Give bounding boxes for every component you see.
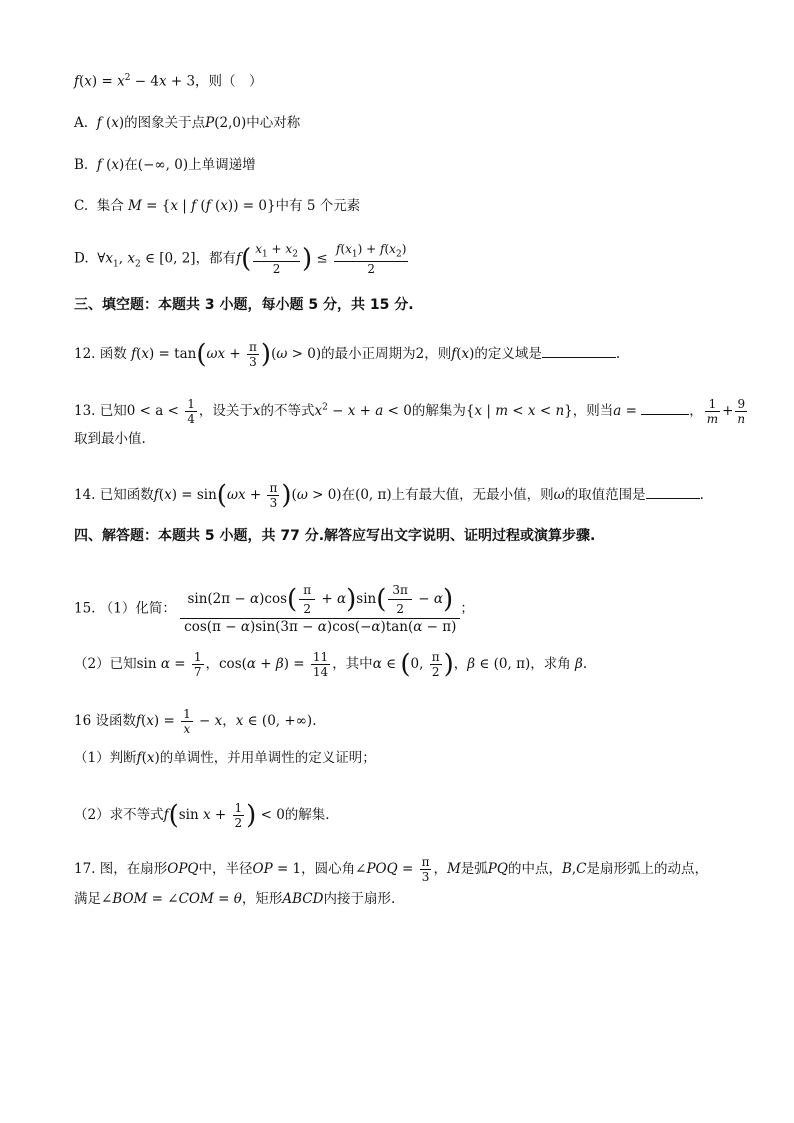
q13-answer-blank[interactable]: [641, 402, 689, 415]
q11-option-a: A. f (x)的图象关于点P(2,0)中心对称: [74, 115, 301, 131]
question-13: 13. 已知0 < a < $\frac{1}{4}$ ，设关于x的不等式$x^2 - x + a < 0$的解集为{x | m < x < n}，则当a = ， $\frac{1}{m}$ + $\frac{9}{n}$: [74, 397, 746, 426]
question-17-cont: 满足∠BOM = ∠COM = θ，矩形ABCD内接于扇形.: [74, 891, 396, 907]
question-15-part-2: （2）已知sin α = $\frac{1}{7}$ ，cos(α + β) = $\frac{11}{14}$ ，其中α ∈ (0, $\frac{\pi}{2}$ )，β ∈ (0, π)，求角 β.: [74, 649, 588, 680]
section-answer-heading: 四、解答题：本题共 5 小题，共 77 分.解答应写出文字说明、证明过程或演算步骤.: [74, 528, 596, 544]
q12-answer-blank[interactable]: [542, 345, 616, 358]
q11-option-d: D. $\forall x_1$, $x_2$ ∈ [0, 2]，都有f( $\frac{x_1 + x_2}{2}$ ) ≤ $\frac{f(x_1) + f(x_2)}{2}$: [74, 242, 407, 277]
question-14: 14. 已知函数f(x) = sin(ωx + $\frac{\pi}{3}$ )(ω > 0)在(0, π)上有最大值，无最小值，则ω的取值范围是 .: [74, 480, 704, 511]
q11-option-c: C. 集合 M = {x | f (f (x)) = 0}中有 5 个元素: [74, 198, 361, 214]
q11-option-b: B. f (x)在(−∞, 0)上单调递增: [74, 157, 256, 173]
question-15-part-1: 15. （1）化简： sin(2π − α)cos( $\frac{\pi}{2}$ + α)sin( $\frac{3\pi}{2}$ − α) cos(π − α)sin(3π − α)cos(−α)tan(α − π) ；: [74, 583, 474, 635]
question-12: 12. 函数 f(x) = tan(ωx + $\frac{\pi}{3}$ )(ω > 0)的最小正周期为2，则f(x)的定义域是 .: [74, 339, 621, 370]
question-16-part-1: （1）判断f(x)的单调性，并用单调性的定义证明；: [74, 750, 376, 766]
question-16: 16 设函数f(x) = $\frac{1}{x}$ − x，x ∈ (0, +∞).: [74, 707, 317, 736]
question-13-cont: 取到最小值.: [74, 431, 146, 447]
question-17: 17. 图，在扇形OPQ中，半径OP = 1，圆心角∠POQ = $\frac{\pi}{3}$ ，M是弧PQ的中点，B,C是扇形弧上的动点，: [74, 855, 709, 884]
q14-answer-blank[interactable]: [646, 486, 700, 499]
q11-stem: $f(x) = x^2 - 4x + 3$，则（ ）: [74, 73, 263, 90]
q11-stem-tail: ，则（ ）: [195, 73, 263, 90]
section-fill-heading: 三、填空题：本题共 3 小题，每小题 5 分，共 15 分.: [74, 297, 414, 313]
question-16-part-2: （2）求不等式f(sin x + $\frac{1}{2}$ ) < 0的解集.: [74, 800, 330, 831]
